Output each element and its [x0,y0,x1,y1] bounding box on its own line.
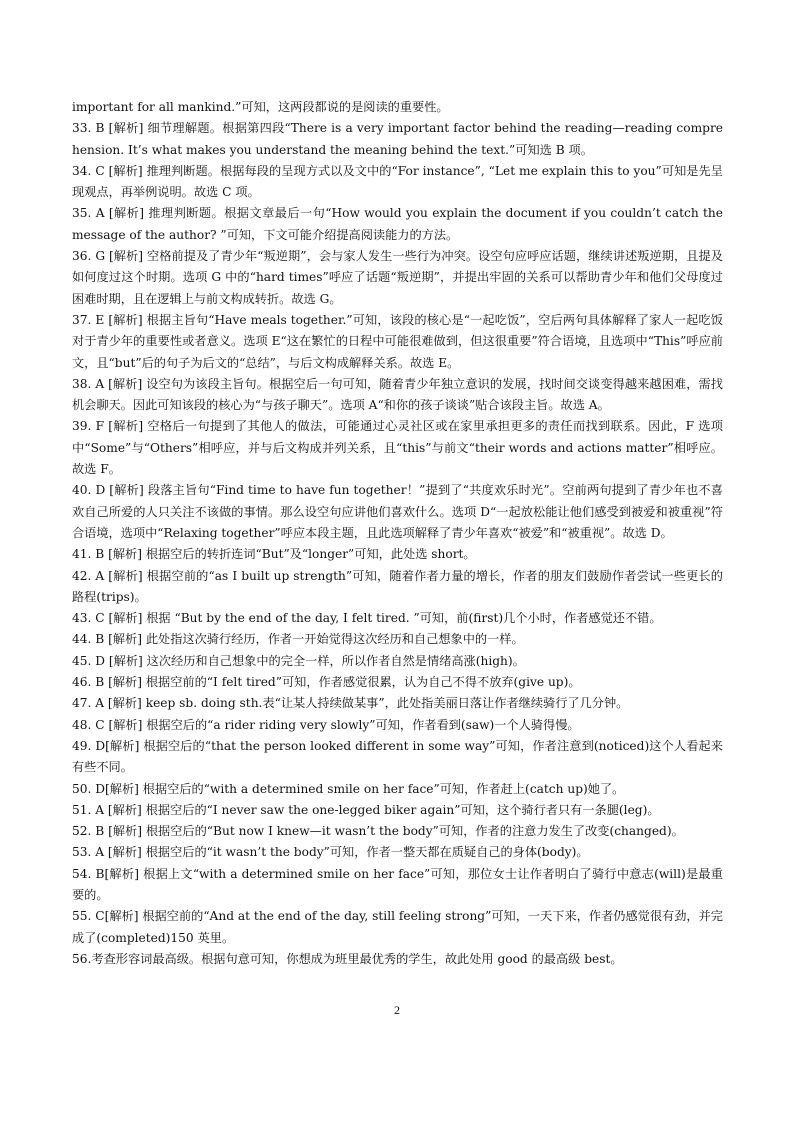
paragraph-42: 42. A [解析] 根据空前的“as I built up strength”可知，随着作者力量的增长，作者的朋友们鼓励作者尝试一些更长的路程(trips)。 [72,568,723,604]
paragraph-55: 55. C[解析] 根据空前的“And at the end of the day, still feeling strong”可知，一天下来，作者仍感觉很有劲，并完成了(completed)150 英里。 [72,909,723,945]
paragraph-49: 49. D[解析] 根据空后的“that the person looked different in some way”可知，作者注意到(noticed)这个人看起来有些不同。 [72,738,723,775]
paragraph-54: 54. B[解析] 根据上文“with a determined smile on her face”可知，那位女士让作者明白了骑行中意志(will)是最重要的。 [72,866,723,902]
paragraph-47: 47. A [解析] keep sb. doing sth.表“让某人持续做某事”，此处指美丽日落让作者继续骑行了几分钟。 [72,696,629,711]
paragraph-46: 46. B [解析] 根据空前的“I felt tired”可知，作者感觉很累，认为自己不得不放弃(give up)。 [72,675,581,690]
paragraph-37: 37. E [解析] 根据主旨句“Have meals together.”可知，该段的核心是“一起吃饭”，空后两句具体解释了家人一起吃饭对于青少年的重要性或者意义。选项 E“这在繁忙的日程中可能很难做到，但这很重要”符合语境，且选项中“This”呼应前文，且“but”后的句子为后文的“总结”，与后文构成解释关系。故选 E。 [72,312,723,370]
paragraph-41: 41. B [解析] 根据空后的转折连词“But”及“longer”可知，此处选 short。 [72,547,476,562]
paragraph-56: 56.考查形容词最高级。根据句意可知，你想成为班里最优秀的学生，故此处用 good 的最高级 best。 [72,951,623,966]
paragraph-38: 38. A [解析] 设空句为该段主旨句。根据空后一句可知，随着青少年独立意识的发展，找时间交谈变得越来越困难，需找机会聊天。因此可知该段的核心为“与孩子聊天”。选项 A“和你的孩子谈谈”贴合该段主旨。故选 A。 [72,376,723,413]
paragraph-39: 39. F [解析] 空格后一句提到了其他人的做法，可能通过心灵社区或在家里承担更多的责任而找到联系。因此，F 选项中“Some”与“Others”相呼应，并与后文构成并列关系，且“this”与前文“their words and actions matter”相呼应。故选 F。 [72,419,723,477]
paragraph-51: 51. A [解析] 根据空后的“I never saw the one-legged biker again”可知，这个骑行者只有一条腿(leg)。 [72,802,660,817]
paragraph-43: 43. C [解析] 根据 “But by the end of the day, I felt tired. ”可知，前(first)几个小时，作者感觉还不错。 [72,611,662,626]
paragraph-40: 40. D [解析] 段落主旨句“Find time to have fun together！”提到了“共度欢乐时光”。空前两句提到了青少年也不喜欢自己所爱的人只关注不该做的事情。那么设空句应讲他们喜欢什么。选项 D“一起放松能让他们感受到被爱和被重视”符合语境，选项中“Relaxing together”呼应本段主题，且此选项解释了青少年喜欢“被爱”和“被重视”。故选 D。 [72,483,723,540]
answer-explanations [72,97,723,970]
page-number: 2 [394,1003,400,1017]
paragraph-50: 50. D[解析] 根据空后的“with a determined smile on her face”可知，作者赶上(catch up)她了。 [72,781,625,796]
paragraph-34: 34. C [解析] 推理判断题。根据每段的呈现方式以及文中的“For instance”, “Let me explain this to you”可知是先呈现观点，再举例说明。故选 C 项。 [72,163,723,200]
paragraph-48: 48. C [解析] 根据空后的“a rider riding very slowly”可知，作者看到(saw)一个人骑得慢。 [72,717,580,732]
paragraph-52: 52. B [解析] 根据空后的“But now I knew—it wasn’t the body”可知，作者的注意力发生了改变(changed)。 [72,824,684,839]
paragraph-45: 45. D [解析] 这次经历和自己想象中的完全一样，所以作者自然是情绪高涨(high)。 [72,653,525,668]
paragraph-44: 44. B [解析] 此处指这次骑行经历，作者一开始觉得这次经历和自己想象中的一样。 [72,632,524,647]
paragraph-33: 33. B [解析] 细节理解题。根据第四段“There is a very important factor behind the reading—reading comprehension. It’s what makes you understand the meaning behind the text.”可知选 B 项。 [72,121,723,157]
paragraph-35: 35. A [解析] 推理判断题。根据文章最后一句“How would you explain the document if you couldn’t catch the message of the author? ”可知，下文可能介绍提高阅读能力的方法。 [72,206,723,242]
paragraph-1: important for all mankind.”可知，这两段都说的是阅读的重要性。 [72,100,449,114]
paragraph-36: 36. G [解析] 空格前提及了青少年“叛逆期”，会与家人发生一些行为冲突。设空句应呼应话题，继续讲述叛逆期，且提及如何度过这个时期。选项 G 中的“hard times”呼应了话题“叛逆期”，并提出牢固的关系可以帮助青少年和他们父母度过困难时期，且在逻辑上与前文构成转折。故选 G。 [72,249,723,306]
paragraph-53: 53. A [解析] 根据空后的“it wasn’t the body”可知，作者一整天都在质疑自己的身体(body)。 [72,845,589,860]
